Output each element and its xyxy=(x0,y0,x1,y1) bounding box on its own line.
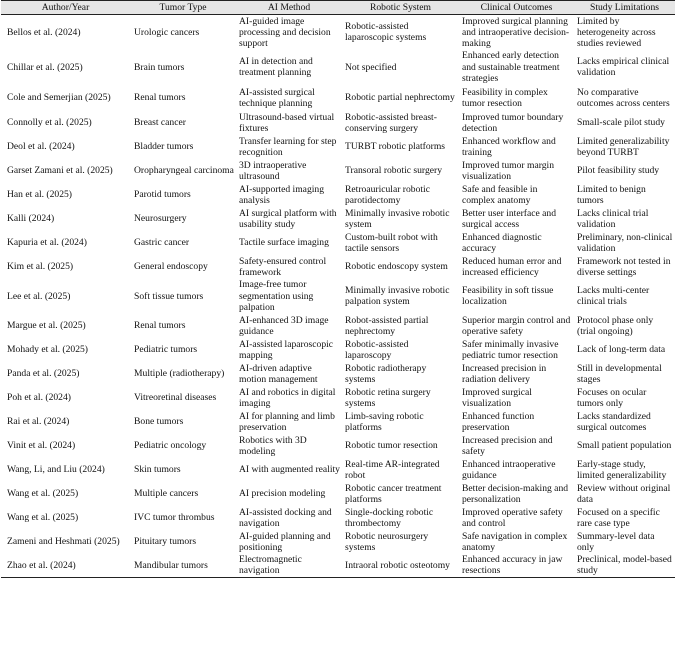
table-row xyxy=(1,207,675,231)
table-row xyxy=(1,506,675,530)
cell-study-limitations: Focuses on ocular tumors only xyxy=(577,386,647,409)
cell-author: Wang et al. (2025) xyxy=(7,512,79,524)
table-row xyxy=(1,111,675,135)
cell-study-limitations: Lacks multi-center clinical trials xyxy=(577,285,650,308)
cell-robotic-system: Robotic tumor resection xyxy=(345,440,438,452)
table-row xyxy=(1,50,675,85)
table-row xyxy=(1,458,675,482)
cell-author: Lee et al. (2025) xyxy=(7,290,71,302)
cell-tumor-type: Skin tumors xyxy=(134,464,181,476)
cell-study-limitations: No comparative outcomes across centers xyxy=(577,86,670,109)
cell-ai-method: AI-supported imaging analysis xyxy=(239,183,324,206)
cell-ai-method: Electromagnetic navigation xyxy=(236,554,342,578)
cell-clinical-outcomes: Safe and feasible in complex anatomy xyxy=(462,183,538,206)
cell-tumor-type: Soft tissue tumors xyxy=(134,290,204,302)
cell-study-limitations: Small-scale pilot study xyxy=(577,117,665,129)
cell-author: Garset Zamani et al. (2025) xyxy=(7,165,113,177)
table-row xyxy=(1,410,675,434)
cell-robotic-system: Robotic-assisted breast-conserving surgery xyxy=(345,111,437,134)
cell-clinical-outcomes: Better decision-making and personalization xyxy=(462,482,569,505)
table-row xyxy=(1,231,675,255)
table-row xyxy=(1,362,675,386)
cell-author: Wang, Li, and Liu (2024) xyxy=(7,464,105,476)
cell-study-limitations: Lacks empirical clinical validation xyxy=(577,56,670,79)
cell-ai-method: AI with augmented reality xyxy=(239,464,340,476)
cell-robotic-system: Minimally invasive robotic palpation system xyxy=(345,285,450,308)
header-study-limitations: Study Limitations xyxy=(574,1,675,15)
cell-ai-method: Robotics with 3D modeling xyxy=(239,434,307,457)
cell-author: Mohady et al. (2025) xyxy=(7,344,88,356)
cell-tumor-type: Breast cancer xyxy=(134,117,186,129)
table-row xyxy=(1,135,675,159)
cell-study-limitations: Early-stage study, limited generalizability xyxy=(577,458,667,481)
cell-study-limitations: Pilot feasibility study xyxy=(577,165,660,177)
cell-author: Kim et al. (2025) xyxy=(7,261,74,273)
cell-robotic-system: Single-docking robotic thrombectomy xyxy=(345,506,434,529)
cell-author: Han et al. (2025) xyxy=(7,189,73,201)
cell-study-limitations: Framework not tested in diverse settings xyxy=(577,255,671,278)
table-row xyxy=(1,434,675,458)
cell-clinical-outcomes: Reduced human error and increased efficiency xyxy=(462,255,562,278)
cell-robotic-system: Minimally invasive robotic system xyxy=(345,207,450,230)
cell-author: Margue et al. (2025) xyxy=(7,320,86,332)
cell-study-limitations: Preliminary, non-clinical validation xyxy=(577,231,673,254)
table-row xyxy=(1,386,675,410)
cell-ai-method: 3D intraoperative ultrasound xyxy=(239,159,307,182)
cell-clinical-outcomes: Increased precision and safety xyxy=(462,434,553,457)
cell-tumor-type: Bone tumors xyxy=(134,416,184,428)
cell-clinical-outcomes: Feasibility in soft tissue localization xyxy=(462,285,554,308)
cell-tumor-type: Pediatric tumors xyxy=(134,344,198,356)
cell-robotic-system: Custom-built robot with tactile sensors xyxy=(345,231,438,254)
table-row xyxy=(1,183,675,207)
cell-tumor-type: IVC tumor thrombus xyxy=(134,512,215,524)
cell-tumor-type: Urologic cancers xyxy=(134,26,200,38)
cell-ai-method: Image-free tumor segmentation using palpation xyxy=(239,279,314,313)
cell-clinical-outcomes: Enhanced function preservation xyxy=(462,410,535,433)
header-author-year: Author/Year xyxy=(1,1,130,15)
cell-ai-method: AI-assisted docking and navigation xyxy=(239,506,332,529)
cell-study-limitations: Summary-level data only xyxy=(577,530,655,553)
table-row xyxy=(1,338,675,362)
cell-clinical-outcomes: Increased precision in radiation delivery xyxy=(462,362,547,385)
cell-ai-method: AI for planning and limb preservation xyxy=(239,410,335,433)
cell-tumor-type: Bladder tumors xyxy=(134,141,194,153)
cell-author: Poh et al. (2024) xyxy=(7,392,71,404)
cell-robotic-system: Robotic radiotherapy systems xyxy=(345,362,427,385)
header-clinical-outcomes: Clinical Outcomes xyxy=(459,1,574,15)
cell-study-limitations: Focused on a specific rare case type xyxy=(577,506,660,529)
cell-author: Zhao et al. (2024) xyxy=(1,554,130,578)
table-row xyxy=(1,255,675,279)
table-row xyxy=(1,279,675,314)
cell-ai-method: AI-driven adaptive motion management xyxy=(239,362,318,385)
cell-ai-method: Transfer learning for step recognition xyxy=(239,135,337,158)
table-row xyxy=(1,85,675,111)
cell-clinical-outcomes: Enhanced workflow and training xyxy=(462,135,556,158)
header-row xyxy=(1,1,675,15)
cell-tumor-type: General endoscopy xyxy=(134,261,208,273)
cell-author: Bellos et al. (2024) xyxy=(7,26,81,38)
cell-robotic-system: TURBT robotic platforms xyxy=(345,141,446,153)
cell-tumor-type: Vitreoretinal diseases xyxy=(134,392,217,404)
cell-tumor-type: Oropharyngeal carcinoma xyxy=(134,165,234,177)
cell-robotic-system: Intraoral robotic osteotomy xyxy=(342,554,459,578)
cell-robotic-system: Limb-saving robotic platforms xyxy=(345,410,424,433)
cell-clinical-outcomes: Enhanced early detection and sustainable treatment strategies xyxy=(462,50,560,84)
cell-clinical-outcomes: Improved surgical planning and intraoperative decision-making xyxy=(462,15,570,50)
table-row xyxy=(1,159,675,183)
cell-clinical-outcomes: Improved tumor boundary detection xyxy=(462,111,564,134)
cell-robotic-system: Robotic partial nephrectomy xyxy=(345,92,455,104)
table-header xyxy=(1,1,675,15)
cell-robotic-system: Robotic retina surgery systems xyxy=(345,386,431,409)
table-row xyxy=(1,482,675,506)
cell-robotic-system: Robotic-assisted laparoscopic systems xyxy=(345,21,427,44)
table-body xyxy=(1,15,675,578)
cell-tumor-type: Parotid tumors xyxy=(134,189,191,201)
cell-ai-method: AI-guided image processing and decision support xyxy=(239,15,331,50)
cell-ai-method: AI-guided planning and positioning xyxy=(239,530,331,553)
cell-study-limitations: Small patient population xyxy=(577,440,672,452)
cell-ai-method: AI-assisted laparoscopic mapping xyxy=(239,338,334,361)
cell-robotic-system: Not specified xyxy=(345,61,397,73)
cell-ai-method: AI in detection and treatment planning xyxy=(239,56,313,79)
cell-author: Connolly et al. (2025) xyxy=(7,117,92,129)
cell-study-limitations: Lacks clinical trial validation xyxy=(577,207,649,230)
cell-author: Wang et al. (2025) xyxy=(7,488,79,500)
cell-author: Zameni and Heshmati (2025) xyxy=(7,536,120,548)
cell-study-limitations: Protocol phase only (trial ongoing) xyxy=(577,314,654,337)
cell-author: Deol et al. (2024) xyxy=(7,141,75,153)
cell-tumor-type: Brain tumors xyxy=(134,61,185,73)
cell-author: Cole and Semerjian (2025) xyxy=(7,92,111,104)
cell-author: Rai et al. (2024) xyxy=(7,416,70,428)
cell-clinical-outcomes: Safe navigation in complex anatomy xyxy=(462,530,568,553)
cell-clinical-outcomes: Superior margin control and operative safety xyxy=(462,314,571,337)
cell-ai-method: AI precision modeling xyxy=(239,488,326,500)
header-ai-method: AI Method xyxy=(236,1,342,15)
cell-author: Panda et al. (2025) xyxy=(7,368,80,380)
table-row xyxy=(1,530,675,554)
cell-clinical-outcomes: Improved surgical visualization xyxy=(462,386,532,409)
cell-tumor-type: Pituitary tumors xyxy=(134,536,197,548)
cell-tumor-type: Multiple cancers xyxy=(134,488,199,500)
cell-study-limitations: Lack of long-term data xyxy=(577,344,666,356)
cell-study-limitations: Review without original data xyxy=(577,482,671,505)
cell-clinical-outcomes: Enhanced accuracy in jaw resections xyxy=(459,554,574,578)
cell-study-limitations: Limited to benign tumors xyxy=(577,183,646,206)
table-row xyxy=(1,15,675,50)
cell-clinical-outcomes: Improved tumor margin visualization xyxy=(462,159,555,182)
cell-tumor-type: Renal tumors xyxy=(134,320,186,332)
cell-tumor-type: Gastric cancer xyxy=(134,237,190,249)
cell-ai-method: Safety-ensured control framework xyxy=(239,255,327,278)
cell-robotic-system: Robotic-assisted laparoscopy xyxy=(345,338,409,361)
cell-clinical-outcomes: Feasibility in complex tumor resection xyxy=(462,86,548,109)
cell-robotic-system: Robotic cancer treatment platforms xyxy=(345,482,442,505)
header-tumor-type: Tumor Type xyxy=(130,1,236,15)
table-row xyxy=(1,314,675,338)
cell-robotic-system: Robotic endoscopy system xyxy=(345,261,448,273)
cell-author: Vinit et al. (2024) xyxy=(7,440,76,452)
cell-clinical-outcomes: Enhanced diagnostic accuracy xyxy=(462,231,542,254)
literature-table xyxy=(1,0,675,578)
cell-clinical-outcomes: Improved operative safety and control xyxy=(462,506,563,529)
cell-robotic-system: Robot-assisted partial nephrectomy xyxy=(345,314,429,337)
cell-ai-method: AI-enhanced 3D image guidance xyxy=(239,314,329,337)
cell-robotic-system: Retroauricular robotic parotidectomy xyxy=(345,183,430,206)
cell-clinical-outcomes: Safer minimally invasive pediatric tumor resection xyxy=(462,338,559,361)
cell-tumor-type: Renal tumors xyxy=(134,92,186,104)
cell-ai-method: AI-assisted surgical technique planning xyxy=(239,86,315,109)
cell-study-limitations: Still in developmental stages xyxy=(577,362,662,385)
header-robotic-system: Robotic System xyxy=(342,1,459,15)
cell-clinical-outcomes: Enhanced intraoperative guidance xyxy=(462,458,556,481)
cell-study-limitations: Preclinical, model-based study xyxy=(574,554,675,578)
cell-study-limitations: Lacks standardized surgical outcomes xyxy=(577,410,651,433)
table-row xyxy=(1,554,675,578)
cell-author: Kapuria et al. (2024) xyxy=(7,237,87,249)
cell-ai-method: AI surgical platform with usability study xyxy=(239,207,337,230)
cell-tumor-type: Neurosurgery xyxy=(134,213,187,225)
cell-robotic-system: Transoral robotic surgery xyxy=(345,165,442,177)
cell-tumor-type: Pediatric oncology xyxy=(134,440,207,452)
cell-ai-method: Tactile surface imaging xyxy=(239,237,329,249)
cell-author: Chillar et al. (2025) xyxy=(7,61,83,73)
cell-robotic-system: Real-time AR-integrated robot xyxy=(345,458,440,481)
cell-ai-method: AI and robotics in digital imaging xyxy=(239,386,336,409)
cell-ai-method: Ultrasound-based virtual fixtures xyxy=(239,111,335,134)
cell-study-limitations: Limited generalizability beyond TURBT xyxy=(577,135,670,158)
cell-robotic-system: Robotic neurosurgery systems xyxy=(345,530,429,553)
cell-tumor-type: Multiple (radiotherapy) xyxy=(134,368,225,380)
cell-study-limitations: Limited by heterogeneity across studies reviewed xyxy=(577,15,656,50)
cell-tumor-type: Mandibular tumors xyxy=(130,554,236,578)
cell-clinical-outcomes: Better user interface and surgical access xyxy=(462,207,557,230)
cell-author: Kalli (2024) xyxy=(7,213,55,225)
